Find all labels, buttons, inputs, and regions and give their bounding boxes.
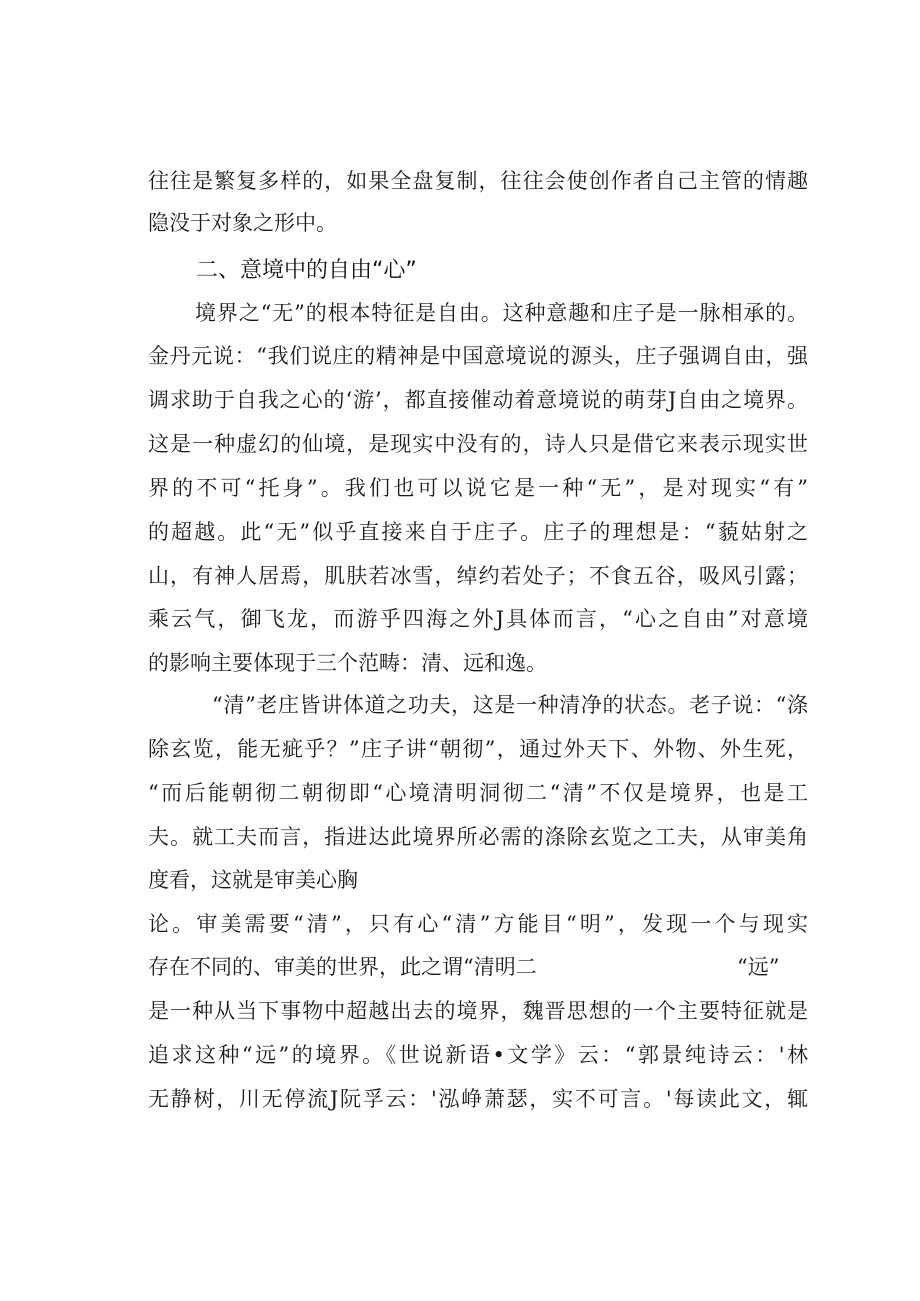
text-line: 无静树，川无停流J阮孚云：'泓峥萧瑟，实不可言。'每读此文，辄 <box>148 1087 808 1111</box>
text-line: 除玄览，能无疵乎？”庄子讲“朝彻”，通过外天下、外物、外生死， <box>148 737 808 761</box>
text-line: “而后能朝彻二朝彻即“心境清明洞彻二“清”不仅是境界，也是工 <box>148 781 808 805</box>
text-line: 山，有神人居焉，肌肤若冰雪，绰约若处子；不食五谷，吸风引露； <box>148 564 808 588</box>
text-line: 度看，这就是审美心胸 <box>148 868 358 892</box>
text-line: 夫。就工夫而言，指进达此境界所必需的涤除玄览之工夫，从审美角 <box>148 825 808 849</box>
text-line: 的影响主要体现于三个范畴：清、远和逸。 <box>148 651 547 675</box>
text-line: 金丹元说：“我们说庄的精神是中国意境说的源头，庄子强调自由，强 <box>148 344 808 368</box>
text-line: 乘云气，御飞龙，而游乎四海之外J具体而言，“心之自由”对意境 <box>148 607 808 631</box>
text-line: “清”老庄皆讲体道之功夫，这是一种清净的状态。老子说：“涤 <box>212 693 808 717</box>
text-line: 界的不可“托身”。我们也可以说它是一种“无”，是对现实“有” <box>148 476 808 500</box>
text-line: 境界之“无”的根本特征是自由。这种意趣和庄子是一脉相承的。 <box>195 301 808 325</box>
section-heading: 二、意境中的自由“心” <box>196 258 417 283</box>
text-fragment: “远” <box>737 955 780 979</box>
text-line: 存在不同的、审美的世界，此之谓“清明二 <box>148 955 537 979</box>
text-line: 追求这种“远”的境界。《世说新语•文学》云：“郭景纯诗云：'林 <box>148 1043 808 1067</box>
text-line: 这是一种虚幻的仙境，是现实中没有的，诗人只是借它来表示现实世 <box>148 432 808 456</box>
text-line: 往往是繁复多样的，如果全盘复制，往往会使创作者自己主管的情趣 <box>148 169 808 193</box>
text-line: 是一种从当下事物中超越出去的境界，魏晋思想的一个主要特征就是 <box>148 999 808 1023</box>
text-line: 的超越。此“无”似乎直接来自于庄子。庄子的理想是：“藐姑射之 <box>148 520 808 544</box>
text-line: 隐没于对象之形中。 <box>148 211 337 235</box>
text-line: 论。审美需要“清”，只有心“清”方能目“明”，发现一个与现实 <box>148 912 808 936</box>
text-line: 调求助于自我之心的‘游’，都直接催动着意境说的萌芽J自由之境界。 <box>148 388 808 412</box>
